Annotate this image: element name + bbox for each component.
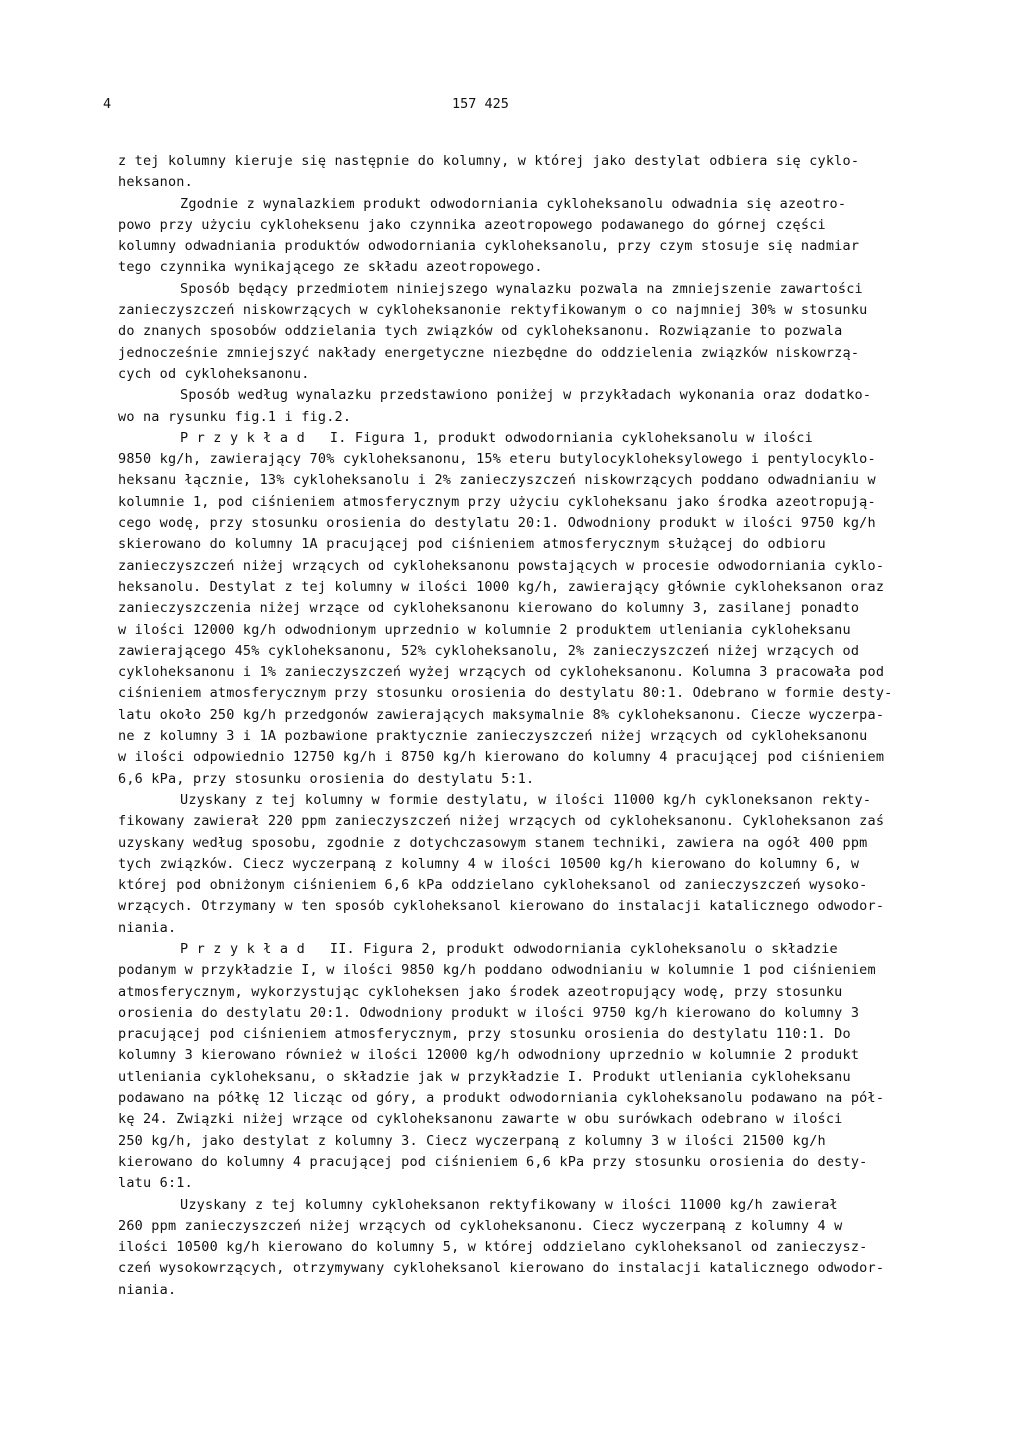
text-line: kierowano do kolumny 4 pracującej pod ciśnieniem 6,6 kPa przy stosunku orosienia do desty- xyxy=(118,1153,868,1170)
text-line: tych związków. Ciecz wyczerpaną z kolumny 4 w ilości 10500 kg/h kierowano do kolumny 6, w xyxy=(118,855,860,872)
paragraph-first-line: P r z y k ł a d II. Figura 2, produkt odwodorniania cykloheksanolu o składzie xyxy=(180,940,838,957)
text-line: kolumny 3 kierowano również w ilości 12000 kg/h odwodniony uprzednio w kolumnie 2 produkt xyxy=(118,1047,860,1064)
text-line: czeń wysokowrzących, otrzymywany cykloheksanol kierowano do instalacji katalicznego odwodor- xyxy=(118,1260,885,1277)
paragraph-first-line: Uzyskany z tej kolumny cykloheksanon rektyfikowany w ilości 11000 kg/h zawierał xyxy=(180,1196,838,1213)
paragraph-first-line: Sposób będący przedmiotem niniejszego wynalazku pozwala na zmniejszenie zawartości xyxy=(180,280,863,297)
text-line: pracującej pod ciśnieniem atmosferycznym, przy stosunku orosienia do destylatu 110:1. Do xyxy=(118,1026,851,1043)
text-line: kolumnie 1, pod ciśnieniem atmosferycznym przy użyciu cykloheksanu jako środka azeotropują- xyxy=(118,493,876,510)
text-line: latu 6:1. xyxy=(118,1175,193,1192)
text-line: tego czynnika wynikającego ze składu azeotropowego. xyxy=(118,259,543,276)
patent-number: 157 425 xyxy=(452,96,509,112)
text-line: cych od cykloheksanonu. xyxy=(118,365,310,382)
text-line: zanieczyszczeń niskowrzących w cykloheksanonie rektyfikowanym o co najmniej 30% w stosunku xyxy=(118,302,868,319)
text-line: podawano na półkę 12 licząc od góry, a produkt odwodorniania cykloheksanolu podawano na pół- xyxy=(118,1090,885,1107)
text-line: zanieczyszczenia niżej wrzące od cykloheksanonu kierowano do kolumny 3, zasilanej ponadto xyxy=(118,600,860,617)
text-line: w ilości odpowiednio 12750 kg/h i 8750 kg/h kierowano do kolumny 4 pracującej pod ciśnieniem xyxy=(118,749,885,766)
text-line: z tej kolumny kieruje się następnie do kolumny, w której jako destylat odbiera się cyklo- xyxy=(118,153,860,169)
text-line: heksanon. xyxy=(118,174,193,191)
text-line: wo na rysunku fig.1 i fig.2. xyxy=(118,408,352,425)
text-line: powo przy użyciu cykloheksenu jako czynnika azeotropowego podawanego do górnej części xyxy=(118,216,826,233)
text-line: wrzących. Otrzymany w ten sposób cykloheksanol kierowano do instalacji katalicznego odwodor- xyxy=(118,898,885,915)
text-line: zawierającego 45% cykloheksanonu, 52% cykloheksanolu, 2% zanieczyszczeń niżej wrzących od xyxy=(118,642,860,659)
text-line: skierowano do kolumny 1A pracującej pod ciśnieniem atmosferycznym służącej do odbioru xyxy=(118,536,826,553)
document-body xyxy=(118,151,926,1301)
text-line: ne z kolumny 3 i 1A pozbawione praktycznie zanieczyszczeń niżej wrzących od cykloheksanonu xyxy=(118,728,868,745)
paragraph-first-line: Zgodnie z wynalazkiem produkt odwodorniania cykloheksanolu odwadnia się azeotro- xyxy=(180,195,847,212)
text-line: niania. xyxy=(118,919,177,936)
text-line: uzyskany według sposobu, zgodnie z dotychczasowym stanem techniki, zawiera na ogół 400 ppm xyxy=(118,834,868,851)
text-line: heksanolu. Destylat z tej kolumny w ilości 1000 kg/h, zawierający głównie cykloheksanon oraz xyxy=(118,578,885,595)
text-line: podanym w przykładzie I, w ilości 9850 kg/h poddano odwodnianiu w kolumnie 1 pod ciśnieniem xyxy=(118,962,876,979)
text-line: utleniania cykloheksanu, o składzie jak w przykładzie I. Produkt utleniania cykloheksanu xyxy=(118,1068,851,1085)
text-line: której pod obniżonym ciśnieniem 6,6 kPa oddzielano cykloheksanol od zanieczyszczeń wysoko- xyxy=(118,877,868,894)
text-line: w ilości 12000 kg/h odwodnionym uprzednio w kolumnie 2 produktem utleniania cykloheksanu xyxy=(118,621,851,638)
text-line: heksanu łącznie, 13% cykloheksanolu i 2% zanieczyszczeń niskowrzących poddano odwadnianiu w xyxy=(118,472,876,489)
text-line: atmosferycznym, wykorzystując cykloheksen jako środek azeotropujący wodę, przy stosunku xyxy=(118,983,843,1000)
text-line: 6,6 kPa, przy stosunku orosienia do destylatu 5:1. xyxy=(118,770,535,787)
text-line: do znanych sposobów oddzielania tych związków od cykloheksanonu. Rozwiązanie to pozwala xyxy=(118,323,843,340)
text-line: jednocześnie zmniejszyć nakłady energetyczne niezbędne do oddzielenia związków niskowrzą- xyxy=(118,344,860,361)
text-line: 9850 kg/h, zawierający 70% cykloheksanonu, 15% eteru butylocykloheksylowego i pentylocyklo- xyxy=(118,451,876,468)
text-line: fikowany zawierał 220 ppm zanieczyszczeń niżej wrzących od cykloheksanonu. Cykloheksanon zaś xyxy=(118,813,885,830)
text-line: niania. xyxy=(118,1281,177,1298)
page-number: 4 xyxy=(103,96,112,112)
text-line: 260 ppm zanieczyszczeń niżej wrzących od cykloheksanonu. Ciecz wyczerpaną z kolumny 4 w xyxy=(118,1217,843,1234)
paragraph-first-line: Sposób według wynalazku przedstawiono poniżej w przykładach wykonania oraz dodatko- xyxy=(180,387,872,404)
text-line: 250 kg/h, jako destylat z kolumny 3. Ciecz wyczerpaną z kolumny 3 w ilości 21500 kg/h xyxy=(118,1132,826,1149)
paragraph-first-line: Uzyskany z tej kolumny w formie destylatu, w ilości 11000 kg/h cykloneksanon rekty- xyxy=(180,791,872,808)
text-line: kę 24. Związki niżej wrzące od cykloheksanonu zawarte w obu surówkach odebrano w ilości xyxy=(118,1111,843,1128)
paragraph-first-line: P r z y k ł a d I. Figura 1, produkt odwodorniania cykloheksanolu w ilości xyxy=(180,429,813,446)
text-line: cykloheksanonu i 1% zanieczyszczeń wyżej wrzących od cykloheksanonu. Kolumna 3 pracowała pod xyxy=(118,664,885,681)
text-line: zanieczyszczeń niżej wrzących od cykloheksanonu powstających w procesie odwodorniania cyklo- xyxy=(118,557,885,574)
text-line: kolumny odwadniania produktów odwodorniania cykloheksanolu, przy czym stosuje się nadmiar xyxy=(118,238,860,255)
text-line: latu około 250 kg/h przedgonów zawierających maksymalnie 8% cykloheksanonu. Ciecze wyczerpa- xyxy=(118,706,885,723)
text-line: ciśnieniem atmosferycznym przy stosunku orosienia do destylatu 80:1. Odebrano w formie desty- xyxy=(118,685,893,702)
text-line: cego wodę, przy stosunku orosienia do destylatu 20:1. Odwodniony produkt w ilości 9750 kg/h xyxy=(118,515,876,532)
text-line: ilości 10500 kg/h kierowano do kolumny 5, w której oddzielano cykloheksanol od zanieczysz- xyxy=(118,1239,868,1256)
text-line: orosienia do destylatu 20:1. Odwodniony produkt w ilości 9750 kg/h kierowano do kolumny 3 xyxy=(118,1004,860,1021)
